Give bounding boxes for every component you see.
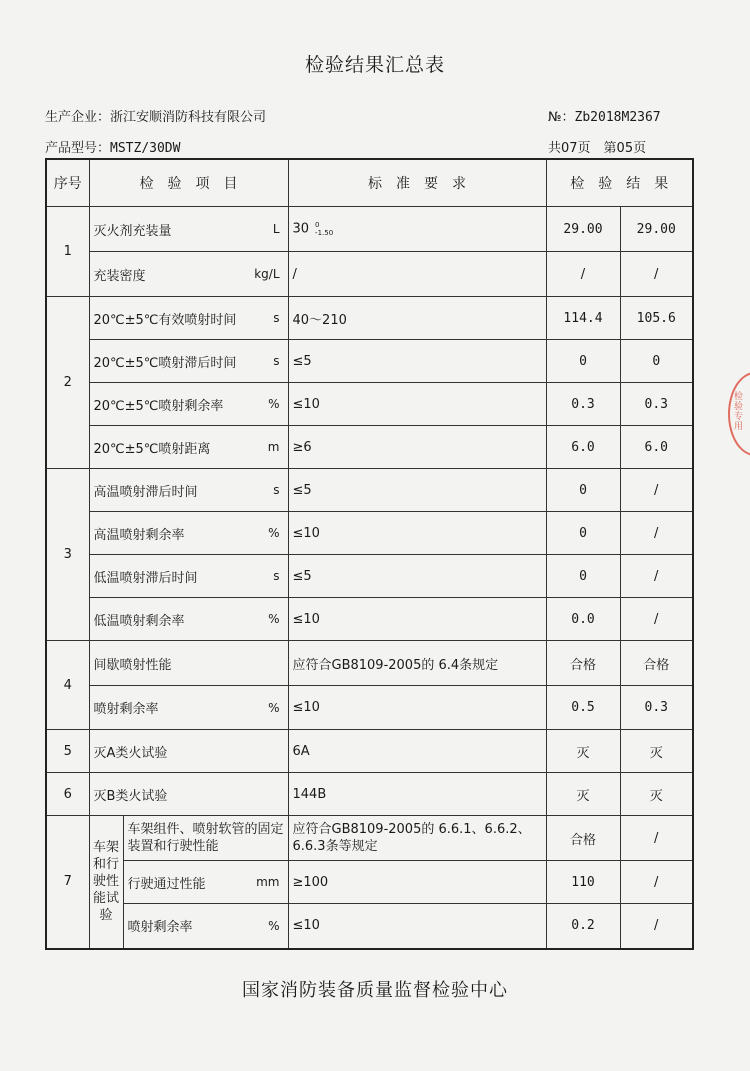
results-table: [45, 158, 694, 950]
seq-cell: 1: [46, 207, 89, 297]
result-1-cell: 110: [546, 861, 620, 904]
table-row: [46, 641, 693, 686]
item-name: 低温喷射剩余率: [93, 613, 185, 629]
item-cell: [89, 730, 288, 773]
result-2-cell: /: [620, 512, 693, 555]
standard-cell: ≤5: [288, 555, 546, 598]
item-unit: L: [272, 222, 280, 236]
table-row: [46, 861, 693, 904]
seq-cell: 3: [46, 469, 89, 641]
result-1-cell: 0.0: [546, 598, 620, 641]
table-row: [46, 207, 693, 252]
table-row: [46, 252, 693, 297]
result-2-cell: 0.3: [620, 383, 693, 426]
result-1-cell: /: [546, 252, 620, 297]
standard-cell: ≤10: [288, 686, 546, 730]
item-name: 喷射剩余率: [127, 920, 193, 936]
table-row: [46, 512, 693, 555]
model-label: 产品型号：: [45, 141, 111, 156]
seq-cell: 2: [46, 297, 89, 469]
result-1-cell: 灭: [546, 730, 620, 773]
item-cell: [89, 426, 288, 469]
standard-cell: ≥6: [288, 426, 546, 469]
item-unit: %: [268, 526, 280, 540]
result-1-cell: 29.00: [546, 207, 620, 252]
item-cell: [89, 340, 288, 383]
item-unit: mm: [256, 875, 280, 889]
company-name: 浙江安顺消防科技有限公司: [110, 110, 267, 125]
result-2-cell: /: [620, 252, 693, 297]
standard-cell: 40～210: [288, 297, 546, 340]
seq-cell: 4: [46, 641, 89, 730]
result-1-cell: 合格: [546, 816, 620, 861]
table-row: [46, 340, 693, 383]
seq-cell: 6: [46, 773, 89, 816]
company-label: 生产企业：: [45, 110, 111, 125]
item-cell: 车架组件、喷射软管的固定装置和行驶性能: [123, 816, 288, 861]
item-cell: [123, 904, 288, 949]
item-unit: %: [268, 700, 280, 715]
result-2-cell: 合格: [620, 641, 693, 686]
page-title: 检验结果汇总表: [304, 54, 445, 76]
item-cell: [89, 555, 288, 598]
standard-cell: ≤5: [288, 340, 546, 383]
item-unit: s: [273, 483, 280, 497]
item-cell: [89, 297, 288, 340]
item-name: 低温喷射滞后时间: [93, 570, 198, 586]
table-row: [46, 383, 693, 426]
item-name: 灭A类火试验: [93, 745, 168, 761]
table-row: [46, 426, 693, 469]
item-unit: s: [273, 311, 280, 325]
result-2-cell: 105.6: [620, 297, 693, 340]
item-unit: %: [268, 918, 280, 933]
standard-cell: ≤10: [288, 904, 546, 949]
result-2-cell: 6.0: [620, 426, 693, 469]
item-cell: [89, 512, 288, 555]
item-name: 间歇喷射性能: [93, 657, 172, 673]
standard-cell: /: [288, 252, 546, 297]
standard-cell: 144B: [288, 773, 546, 816]
table-row: [46, 686, 693, 730]
item-cell: [89, 598, 288, 641]
item-unit: s: [273, 354, 280, 368]
result-1-cell: 合格: [546, 641, 620, 686]
standard-value: 30: [292, 221, 310, 237]
result-2-cell: 0.3: [620, 686, 693, 730]
result-2-cell: 29.00: [620, 207, 693, 252]
standard-cell: 6A: [288, 730, 546, 773]
item-unit: s: [273, 569, 280, 583]
tolerance-upper: 0: [315, 221, 320, 229]
issuer-name: 国家消防装备质量监督检验中心: [242, 980, 508, 1001]
result-2-cell: 灭: [620, 773, 693, 816]
result-1-cell: 0: [546, 555, 620, 598]
header-item: 检 验 项 目: [89, 159, 288, 207]
standard-cell: 应符合GB8109-2005的 6.4条规定: [288, 641, 546, 686]
table-row: [46, 773, 693, 816]
item-unit: %: [268, 612, 280, 626]
item-cell: [123, 861, 288, 904]
item-name: 20℃±5℃喷射距离: [93, 441, 211, 457]
item-cell: [89, 686, 288, 730]
seal-text: 检验专用: [734, 392, 744, 432]
model-line: [45, 137, 180, 156]
header-standard: 标 准 要 求: [288, 159, 546, 207]
item-cell: [89, 773, 288, 816]
table-row: [46, 598, 693, 641]
item-name: 灭火剂充装量: [93, 223, 172, 239]
result-1-cell: 6.0: [546, 426, 620, 469]
result-2-cell: /: [620, 598, 693, 641]
result-1-cell: 0: [546, 469, 620, 512]
item-cell: [89, 469, 288, 512]
item-unit: %: [268, 397, 280, 411]
result-2-cell: /: [620, 816, 693, 861]
standard-cell: ≥100: [288, 861, 546, 904]
category-cell: 车架和行驶性能试验: [89, 816, 123, 949]
result-1-cell: 0: [546, 512, 620, 555]
header-seq: 序号: [46, 159, 89, 207]
item-unit: m: [267, 440, 280, 454]
item-name: 充装密度: [93, 268, 146, 284]
item-cell: [89, 383, 288, 426]
item-name: 高温喷射滞后时间: [93, 484, 198, 500]
item-name: 行驶通过性能: [127, 876, 206, 892]
item-name: 20℃±5℃喷射剩余率: [93, 398, 224, 414]
result-2-cell: 0: [620, 340, 693, 383]
result-1-cell: 0.5: [546, 686, 620, 730]
page-count: 共07页 第05页: [548, 141, 647, 156]
item-name: 喷射剩余率: [93, 702, 159, 717]
result-2-cell: /: [620, 469, 693, 512]
report-number: [548, 106, 661, 125]
table-row: [46, 730, 693, 773]
item-unit: kg/L: [254, 267, 280, 281]
report-no-value: Zb2018M2367: [574, 110, 661, 125]
result-1-cell: 114.4: [546, 297, 620, 340]
standard-cell: ≤10: [288, 383, 546, 426]
seq-cell: 7: [46, 816, 89, 949]
item-name: 高温喷射剩余率: [93, 527, 185, 543]
tolerance: [315, 221, 333, 237]
table-row: [46, 297, 693, 340]
seq-cell: 5: [46, 730, 89, 773]
item-name: 灭B类火试验: [93, 788, 168, 804]
result-1-cell: 灭: [546, 773, 620, 816]
header-result: 检 验 结 果: [546, 159, 693, 207]
tolerance-lower: -1.50: [315, 229, 334, 237]
result-1-cell: 0.2: [546, 904, 620, 949]
standard-cell: [288, 207, 546, 252]
table-row: [46, 469, 693, 512]
standard-cell: ≤10: [288, 598, 546, 641]
item-cell: [89, 641, 288, 686]
table-row: [46, 904, 693, 949]
result-2-cell: /: [620, 904, 693, 949]
header-row: [46, 159, 693, 207]
item-cell: [89, 252, 288, 297]
result-2-cell: /: [620, 861, 693, 904]
standard-cell: ≤10: [288, 512, 546, 555]
result-1-cell: 0: [546, 340, 620, 383]
table-row: [46, 555, 693, 598]
report-no-label: №：: [548, 110, 575, 125]
result-1-cell: 0.3: [546, 383, 620, 426]
result-2-cell: 灭: [620, 730, 693, 773]
item-name: 20℃±5℃有效喷射时间: [93, 312, 237, 328]
company-line: [45, 106, 266, 125]
item-cell: [89, 207, 288, 252]
table-row: [46, 816, 693, 861]
standard-cell: 应符合GB8109-2005的 6.6.1、6.6.2、6.6.3条等规定: [288, 816, 546, 861]
model-value: MSTZ/30DW: [110, 141, 181, 156]
standard-cell: ≤5: [288, 469, 546, 512]
result-2-cell: /: [620, 555, 693, 598]
item-name: 20℃±5℃喷射滞后时间: [93, 355, 237, 371]
